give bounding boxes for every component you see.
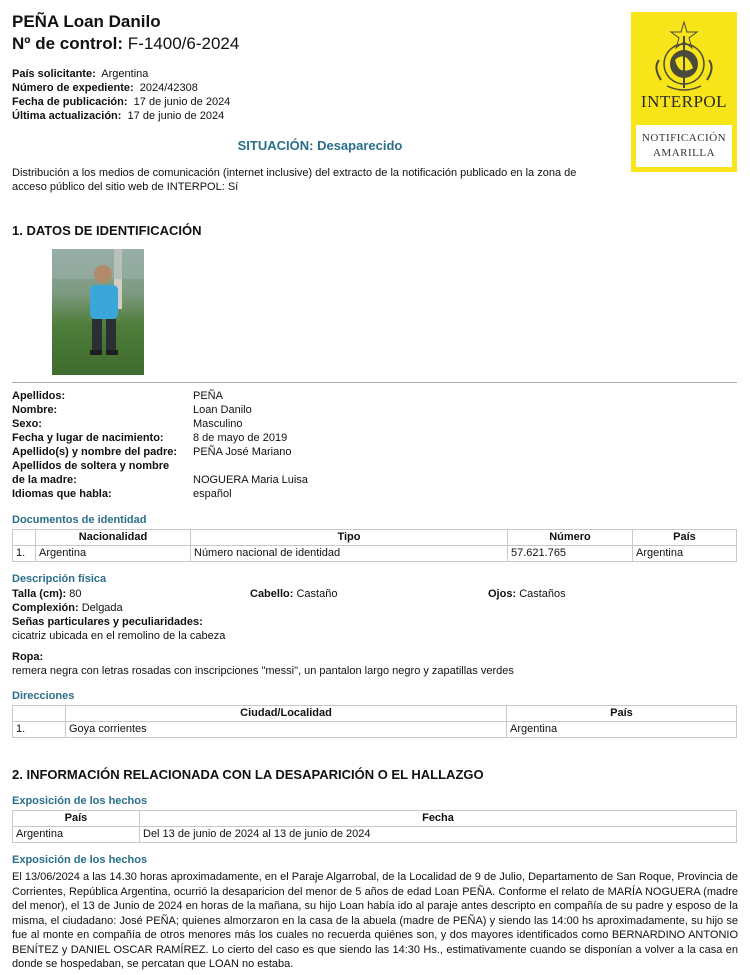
meta-label: Número de expediente: <box>12 82 134 94</box>
column-header: País <box>13 811 140 827</box>
table-header-row <box>13 530 737 546</box>
table-cell: Argentina <box>13 827 140 843</box>
column-header: País <box>633 530 737 546</box>
field-label: Talla (cm): <box>12 588 67 600</box>
field-label: Ojos: <box>488 588 517 600</box>
table-cell: 57.621.765 <box>508 546 633 562</box>
table-cell: 1. <box>13 722 66 738</box>
field-label: Apellidos: <box>12 390 66 402</box>
column-header <box>13 706 66 722</box>
table-row <box>13 546 737 562</box>
field-value: Delgada <box>81 602 123 614</box>
column-header: Fecha <box>140 811 737 827</box>
table-header-row <box>13 811 737 827</box>
field-value: Loan Danilo <box>193 404 252 416</box>
senas-value: cicatriz ubicada en el remolino de la cabeza <box>12 630 226 642</box>
table-cell: Goya corrientes <box>66 722 507 738</box>
field-value: 8 de mayo de 2019 <box>193 432 288 444</box>
field-label: de la madre: <box>12 474 77 486</box>
meta-value: Argentina <box>101 68 149 80</box>
divider <box>12 382 737 383</box>
control-number <box>12 34 239 54</box>
field-label: Sexo: <box>12 418 42 430</box>
field-label: Ropa: <box>12 651 44 663</box>
exposure-table-title: Exposición de los hechos <box>12 795 148 807</box>
meta-value: 17 de junio de 2024 <box>127 110 225 122</box>
column-header: País <box>507 706 737 722</box>
person-photo <box>52 249 144 375</box>
field-label: Complexión: <box>12 602 79 614</box>
field-value: PEÑA José Mariano <box>193 446 292 458</box>
exposure-table <box>12 810 737 843</box>
notice-type-line2: AMARILLA <box>652 147 716 159</box>
interpol-yellow-notice-badge <box>631 12 737 172</box>
field-label: Señas particulares y peculiaridades: <box>12 616 203 628</box>
interpol-brand: INTERPOL <box>640 92 728 111</box>
table-cell: Del 13 de junio de 2024 al 13 de junio de 2024 <box>140 827 737 843</box>
meta-row <box>12 109 230 123</box>
notice-type-label <box>636 125 732 167</box>
addresses-table <box>12 705 737 738</box>
ojos-field <box>488 587 566 601</box>
meta-value: 2024/42308 <box>139 82 198 94</box>
section-2-title: 2. INFORMACIÓN RELACIONADA CON LA DESAPARICIÓN O EL HALLAZGO <box>12 767 484 782</box>
meta-label: Fecha de publicación: <box>12 96 128 108</box>
field-value: NOGUERA Maria Luisa <box>193 474 308 486</box>
cabello-field <box>250 587 337 601</box>
column-header: Nacionalidad <box>36 530 191 546</box>
table-row <box>13 722 737 738</box>
senas-label <box>12 615 203 629</box>
addresses-title: Direcciones <box>12 690 75 702</box>
control-label: Nº de control: <box>12 34 124 53</box>
meta-value: 17 de junio de 2024 <box>133 96 231 108</box>
table-row <box>13 827 737 843</box>
exposure-text-title: Exposición de los hechos <box>12 854 148 866</box>
status-heading: SITUACIÓN: Desaparecido <box>237 138 403 153</box>
column-header <box>13 530 36 546</box>
person-name: PEÑA Loan Danilo <box>12 12 161 31</box>
table-cell: Argentina <box>36 546 191 562</box>
ropa-value: remera negra con letras rosadas con inscripciones "messi", un pantalon largo negro y zapatillas verdes <box>12 665 514 677</box>
notice-type-line1: NOTIFICACIÓN <box>641 132 727 144</box>
control-value: F-1400/6-2024 <box>127 34 240 53</box>
interpol-emblem-icon <box>631 16 737 96</box>
meta-row <box>12 81 230 95</box>
table-cell: Número nacional de identidad <box>191 546 508 562</box>
field-value: español <box>193 488 232 500</box>
section-1-title: 1. DATOS DE IDENTIFICACIÓN <box>12 223 202 238</box>
field-label: Nombre: <box>12 404 58 416</box>
ropa-label <box>12 650 43 664</box>
field-label: Apellido(s) y nombre del padre: <box>12 446 178 458</box>
column-header: Tipo <box>191 530 508 546</box>
notice-metadata <box>12 67 230 123</box>
meta-row <box>12 95 230 109</box>
field-label: Fecha y lugar de nacimiento: <box>12 432 164 444</box>
table-cell: Argentina <box>507 722 737 738</box>
table-cell: 1. <box>13 546 36 562</box>
field-value: PEÑA <box>193 390 223 402</box>
distribution-text: Distribución a los medios de comunicación (internet inclusive) del extracto de la notificación publicado en la zona de acceso público del sitio web de INTERPOL: Sí <box>12 167 577 193</box>
meta-row <box>12 67 230 81</box>
physical-title: Descripción física <box>12 573 107 585</box>
talla-field <box>12 587 82 601</box>
field-label: Apellidos de soltera y nombre <box>12 460 170 472</box>
table-header-row <box>13 706 737 722</box>
column-header: Ciudad/Localidad <box>66 706 507 722</box>
documents-table <box>12 529 737 562</box>
meta-label: País solicitante: <box>12 68 96 80</box>
field-value: Castaños <box>519 588 566 600</box>
child-photo-illustration <box>52 249 144 375</box>
meta-label: Última actualización: <box>12 110 122 122</box>
column-header: Número <box>508 530 633 546</box>
complexion-field <box>12 601 123 615</box>
documents-title: Documentos de identidad <box>12 514 147 526</box>
field-value: Castaño <box>296 588 338 600</box>
exposure-text-body: El 13/06/2024 a las 14.30 horas aproximadamente, en el Paraje Algarrobal, de la Localidad de 9 de Julio, Departamento de San Roque, Provincia de Corrientes, República Argentina, ocurrió la desaparicion del menor de 5 años de edad Loan PEÑA. Conforme el relato de MARÍA NOGUERA (madre del menor), el 13 de Junio de 2024 en horas de la mañana, su hijo Loan había ido al paraje antes descripto en compañía de su padre y esposo de la misma, el ciudadano: José PEÑA; quienes almorzaron en la casa de la abuela (madre de PEÑA) y siendo las 14:00 hs aproximadamente, su hijo se fue al monte en compañía de otros menores más los cuales no recuerda quiénes son, y dos mayores identificados como BERNARDINO ANTONIO BENÍTEZ y DANIEL OSCAR RAMÍREZ. Lo cierto del caso es que siendo las 14:30 Hs., estimativamente cuando se disponían a volver a la casa en donde se hospedaban, se percatan que LOAN no estaba. <box>12 871 738 970</box>
field-value: Masculino <box>193 418 243 430</box>
field-label: Cabello: <box>250 588 294 600</box>
field-value: 80 <box>69 588 82 600</box>
table-cell: Argentina <box>633 546 737 562</box>
field-label: Idiomas que habla: <box>12 488 112 500</box>
